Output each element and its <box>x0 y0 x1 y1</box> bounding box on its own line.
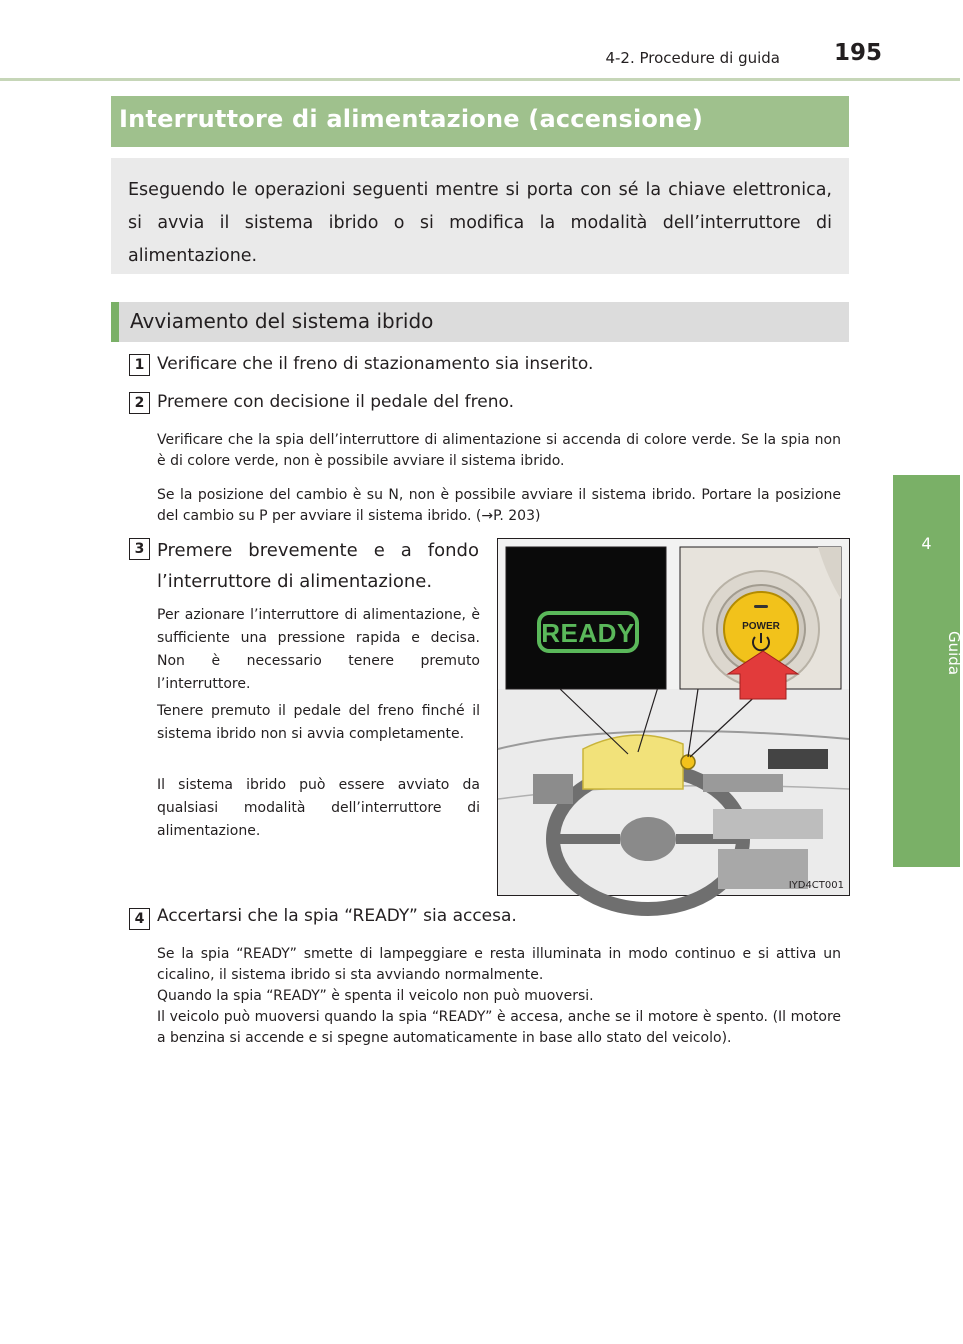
step-2-note-2: Se la posizione del cambio è su N, non è possibile avviare il sistema ibrido. Portare la posizione del cambio su P per avviare il sistema ibrido. (→P. 203) <box>157 487 841 524</box>
step-number-3: 3 <box>129 538 150 560</box>
step-4-note-1: Se la spia “READY” smette di lampeggiare e resta illuminata in modo continuo e si attiva un cicalino, il sistema ibrido si sta avviando normalmente. <box>157 946 841 983</box>
step-number-2: 2 <box>129 392 150 414</box>
step-4-text: Accertarsi che la spia “READY” sia accesa. <box>157 906 517 926</box>
running-header-section: 4-2. Procedure di guida <box>605 49 780 67</box>
step-2-text: Premere con decisione il pedale del freno. <box>157 392 514 412</box>
power-switch-illustration <box>497 538 850 896</box>
step-2-note-1: Verificare che la spia dell’interruttore di alimentazione si accenda di colore verde. Se la spia non è di colore verde, non è possibile avviare il sistema ibrido. <box>157 432 841 469</box>
step-4-note-3: Il veicolo può muoversi quando la spia “READY” è accesa, anche se il motore è spento. (Il motore a benzina si accende e si spegne automaticamente in base allo stato del veicolo). <box>157 1009 841 1046</box>
step-3-text: Premere brevemente e a fondo l’interruttore di alimentazione. <box>157 540 479 592</box>
step-3-note-1: Per azionare l’interruttore di alimentazione, è sufficiente una pressione rapida e decisa. Non è necessario tenere premuto l’interruttore. <box>157 607 480 692</box>
power-label: POWER <box>742 621 780 632</box>
step-3-note-2: Tenere premuto il pedale del freno finché il sistema ibrido non si avvia completamente. <box>157 703 480 742</box>
intro-text: Eseguendo le operazioni seguenti mentre si porta con sé la chiave elettronica, si avvia il sistema ibrido o si modifica la modalità dell’interruttore di alimentazione. <box>128 180 832 266</box>
page-title: Interruttore di alimentazione (accensione) <box>119 105 703 133</box>
step-1-text: Verificare che il freno di stazionamento sia inserito. <box>157 354 594 374</box>
page-number: 195 <box>833 40 882 66</box>
chapter-tab-label: Guida <box>945 630 963 675</box>
step-4-note-2: Quando la spia “READY” è spenta il veicolo non può muoversi. <box>157 988 594 1004</box>
subsection-accent <box>111 302 119 342</box>
chapter-tab-number: 4 <box>921 534 932 553</box>
step-3-note-3: Il sistema ibrido può essere avviato da qualsiasi modalità dell’interruttore di alimentazione. <box>157 777 480 839</box>
subsection-title: Avviamento del sistema ibrido <box>130 309 434 333</box>
figure-code: IYD4CT001 <box>788 880 844 891</box>
dashboard-drawing <box>498 539 849 895</box>
header-rule <box>0 78 960 81</box>
step-number-4: 4 <box>129 908 150 930</box>
step-number-1: 1 <box>129 354 150 376</box>
ready-indicator: READY <box>541 618 635 648</box>
